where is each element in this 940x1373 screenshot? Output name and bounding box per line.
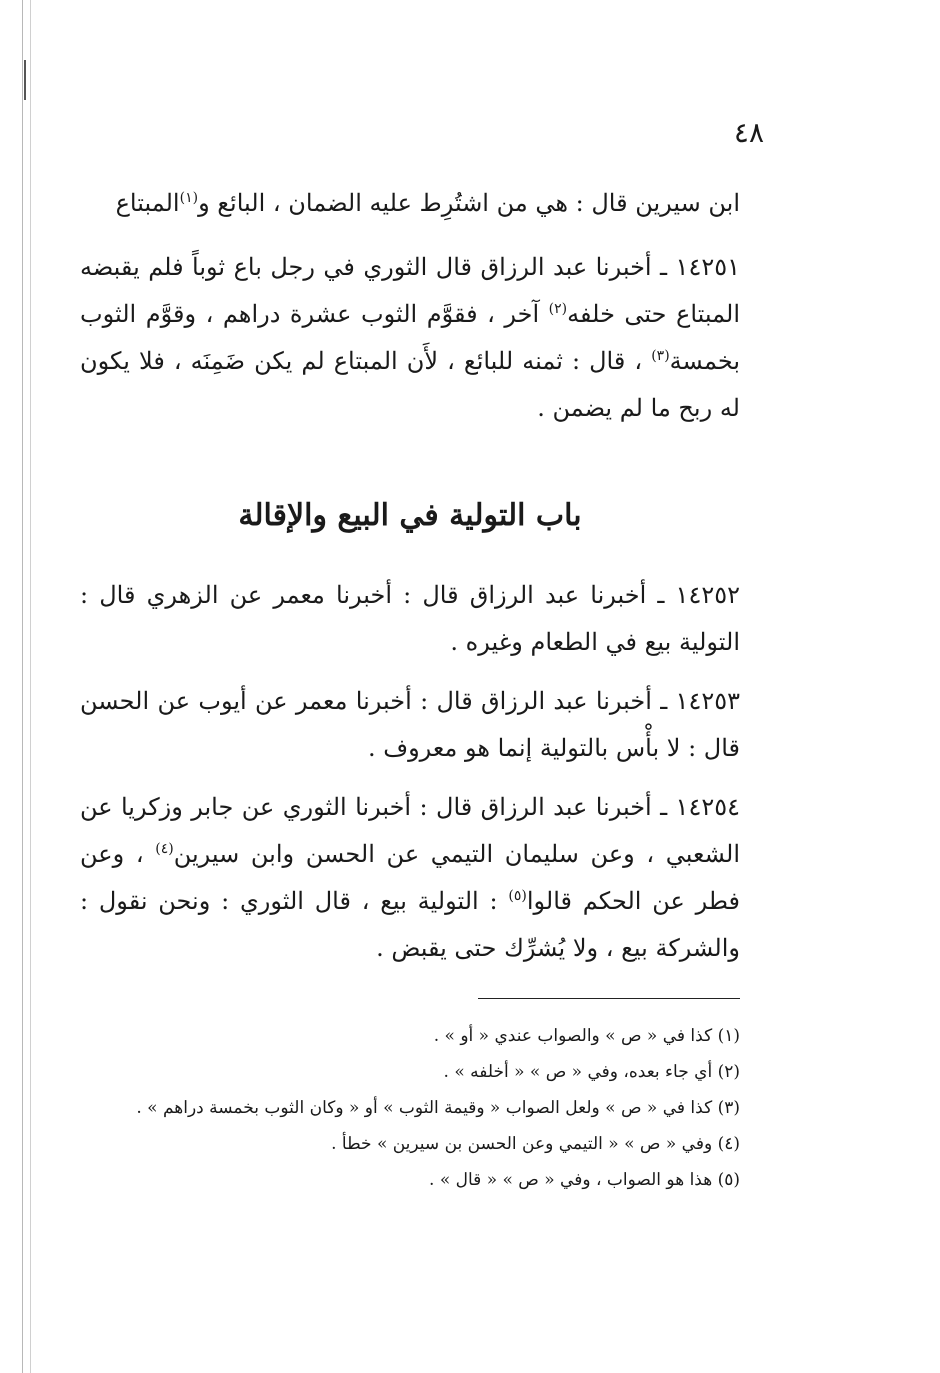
gutter-mark [24,60,26,100]
entry-14251 [80,244,740,432]
page-number: ٤٨ [733,116,764,149]
footnote-ref-2[interactable]: (٢) [548,301,568,317]
intro-text-after: المبتاع [115,189,180,217]
intro-paragraph [80,180,740,227]
footnote-2: (٢) أي جاء بعده، وفي « ص » « أخلفه » . [443,1062,740,1082]
footnote-ref-1[interactable]: (١) [179,190,199,206]
footnotes [80,1018,740,1198]
entry-14254 [80,784,740,972]
footnote-ref-4[interactable]: (٤) [155,841,174,857]
entry-14252: ١٤٢٥٢ ـ أخبرنا عبد الرزاق قال : أخبرنا معمر عن الزهري قال : التولية بيع في الطعام وغيره . [80,581,740,656]
entry-14254-part1: ١٤٢٥٤ ـ أخبرنا عبد الرزاق قال : أخبرنا الثوري عن جابر وزكريا عن الشعبي ، وعن سليمان التيمي عن الحسن وابن سيرين [80,793,740,868]
entry-14251-part2: آخر ، فقوَّم الثوب عشرة دراهم ، وقوَّم الثوب بخمسة [80,300,740,375]
footnote-divider [478,998,740,999]
footnote-1: (١) كذا في « ص » والصواب عندي « أو » . [433,1026,740,1046]
footnote-3: (٣) كذا في « ص » ولعل الصواب « وقيمة الثوب » أو « وكان الثوب بخمسة دراهم » . [136,1098,740,1118]
entry-14254-part3: : التولية بيع ، قال الثوري : ونحن نقول : والشركة بيع ، ولا يُشرِّك حتى يقبض . [80,887,740,962]
footnote-ref-3[interactable]: (٣) [651,348,670,364]
footnote-5: (٥) هذا هو الصواب ، وفي « ص » « قال » . [429,1170,740,1190]
gutter-line-secondary [30,0,31,1373]
footnote-4: (٤) وفي « ص » « التيمي وعن الحسن بن سيرين » خطأ . [331,1134,740,1154]
entry-14254-part2: ، وعن فطر عن الحكم قالوا [80,840,740,915]
entry-14251-part3: ، قال : ثمنه للبائع ، لأَن المبتاع لم يكن ضَمِنَه ، فلا يكون له ربح ما لم يضمن . [80,347,740,422]
entry-14251-part1: ١٤٢٥١ ـ أخبرنا عبد الرزاق قال الثوري في رجل باع ثوباً فلم يقبضه المبتاع حتى خلفه [80,253,741,328]
intro-text-before: ابن سيرين قال : هي من اشتُرِط عليه الضمان ، البائع و [198,189,740,217]
entry-14253: ١٤٢٥٣ ـ أخبرنا عبد الرزاق قال : أخبرنا معمر عن أيوب عن الحسن قال : لا بأْس بالتولية إنما هو معروف . [80,687,740,762]
section-heading: باب التولية في البيع والإقالة [238,498,582,533]
footnote-ref-5[interactable]: (٥) [508,888,527,904]
gutter-line [22,0,23,1373]
